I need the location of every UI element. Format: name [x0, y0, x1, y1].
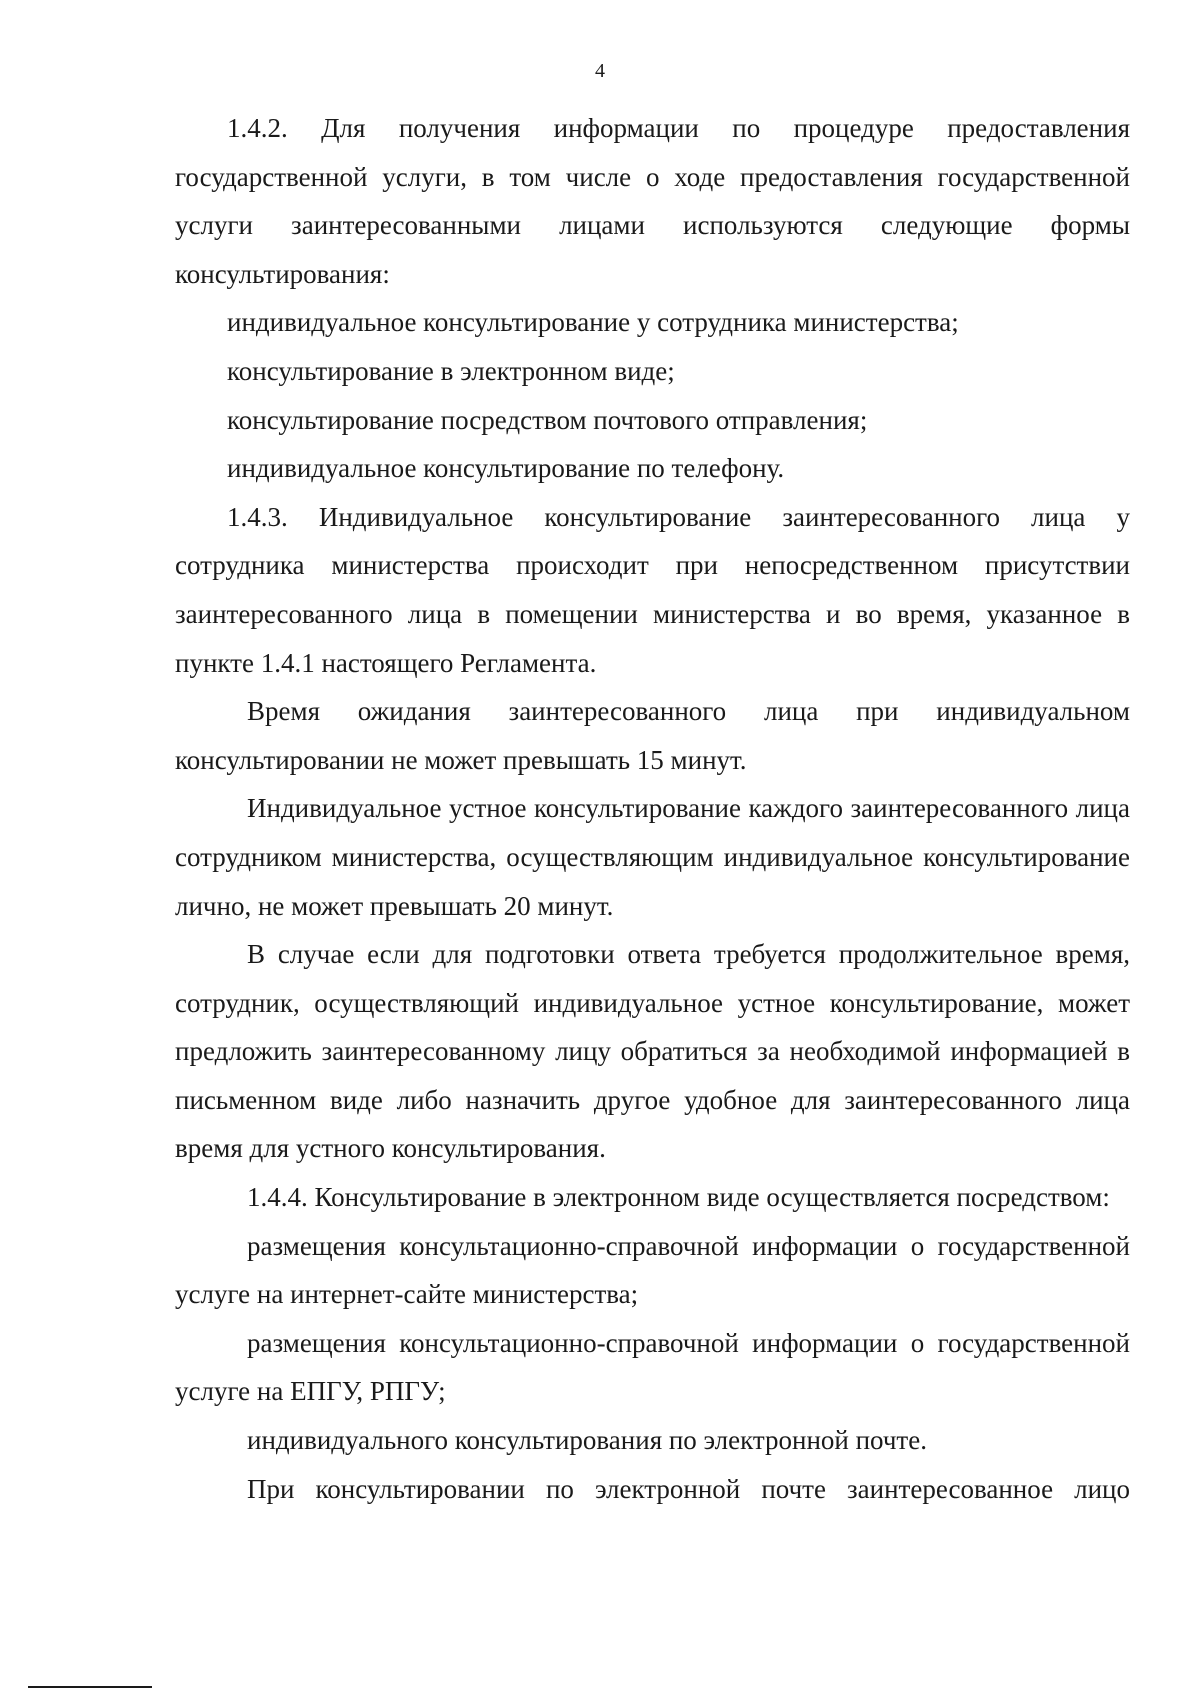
list-item-phone-consulting: индивидуальное консультирование по телефону. [227, 453, 785, 484]
paragraph-1-4-2: 1.4.2. Для получения информации по процедуре предоставления государственной услуги, в том числе о ходе предоставления государственной услуги заинтересованными лицами используются следующие формы консультирования: [175, 113, 1130, 289]
list-item-postal-consulting: консультирование посредством почтового отправления; [227, 404, 868, 435]
page-number: 4 [595, 60, 605, 82]
paragraph-oral-consulting-duration: Индивидуальное устное консультирование каждого заинтересованного лица сотрудником министерства, осуществляющим индивидуальное консультирование лично, не может превышать 20 минут. [175, 793, 1130, 921]
list-item-email-consulting: индивидуального консультирования по электронной почте. [247, 1425, 927, 1456]
paragraph-waiting-time: Время ожидания заинтересованного лица при индивидуальном консультировании не может превышать 15 минут. [175, 696, 1130, 775]
list-item-electronic-consulting: консультирование в электронном виде; [227, 355, 675, 386]
list-item-individual-consulting: индивидуальное консультирование у сотрудника министерства; [227, 307, 959, 338]
paragraph-1-4-3: 1.4.3. Индивидуальное консультирование заинтересованного лица у сотрудника министерства происходит при непосредственном присутствии заинтересованного лица в помещении министерства и во время, указанное в пункте 1.4.1 настоящего Регламента. [175, 501, 1130, 678]
paragraph-extended-time: В случае если для подготовки ответа требуется продолжительное время, сотрудник, осуществляющий индивидуальное устное консультирование, может предложить заинтересованному лицу обратиться за необходимой информацией в письменном виде либо назначить другое удобное для заинтересованного лица время для устного консультирования. [175, 939, 1130, 1164]
list-item-website-placement: размещения консультационно-справочной информации о государственной услуге на интернет-сайте министерства; [175, 1230, 1130, 1310]
list-item-portal-placement: размещения консультационно-справочной информации о государственной услуге на ЕПГУ, РПГУ; [175, 1327, 1130, 1407]
paragraph-email-consulting: При консультировании по электронной почте заинтересованное лицо [247, 1473, 1130, 1504]
paragraph-1-4-4: 1.4.4. Консультирование в электронном виде осуществляется посредством: [247, 1182, 1110, 1213]
footnote-divider [28, 1686, 152, 1688]
document-body [175, 104, 1130, 1513]
